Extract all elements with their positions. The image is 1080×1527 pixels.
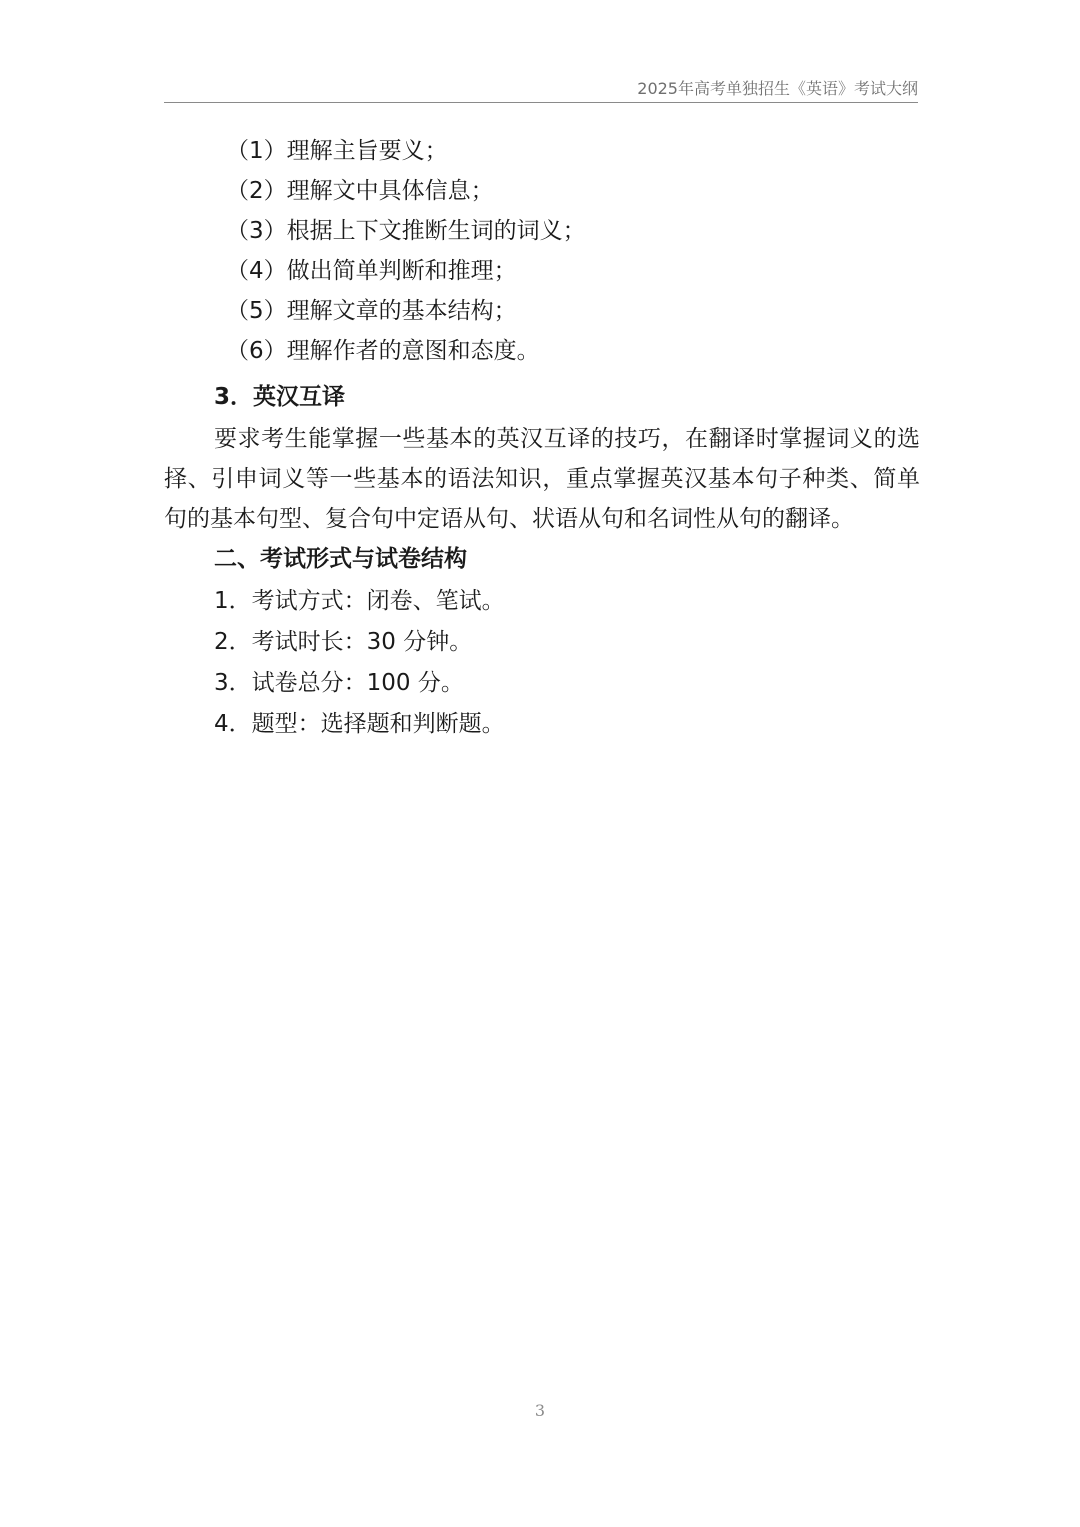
reading-item-4: （4）做出简单判断和推理； [226, 258, 517, 284]
page-number: 3 [534, 1401, 546, 1420]
exam-item-2: 2．考试时长：30 分钟。 [214, 629, 473, 655]
exam-item-1: 1．考试方式：闭卷、笔试。 [214, 588, 505, 614]
reading-item-3: （3）根据上下文推断生词的词义； [226, 218, 586, 244]
exam-item-4: 4．题型：选择题和判断题。 [214, 711, 505, 737]
reading-item-1: （1）理解主旨要义； [226, 138, 448, 164]
translation-paragraph: 要求考生能掌握一些基本的英汉互译的技巧，在翻译时掌握词义的选择、引申词义等一些基本的语法知识，重点掌握英汉基本句子种类、简单句的基本句型、复合句中定语从句、状语从句和名词性从句的翻译。 [164, 426, 920, 532]
reading-item-2: （2）理解文中具体信息； [226, 178, 494, 204]
header-title: 2025年高考单独招生《英语》考试大纲 [637, 79, 918, 98]
reading-item-6: （6）理解作者的意图和态度。 [226, 338, 540, 364]
page-header [164, 78, 918, 103]
exam-item-3: 3．试卷总分：100 分。 [214, 670, 464, 696]
exam-format-heading: 二、考试形式与试卷结构 [214, 546, 467, 572]
document-body [164, 131, 920, 744]
translation-heading: 3．英汉互译 [214, 384, 346, 410]
reading-item-5: （5）理解文章的基本结构； [226, 298, 517, 324]
